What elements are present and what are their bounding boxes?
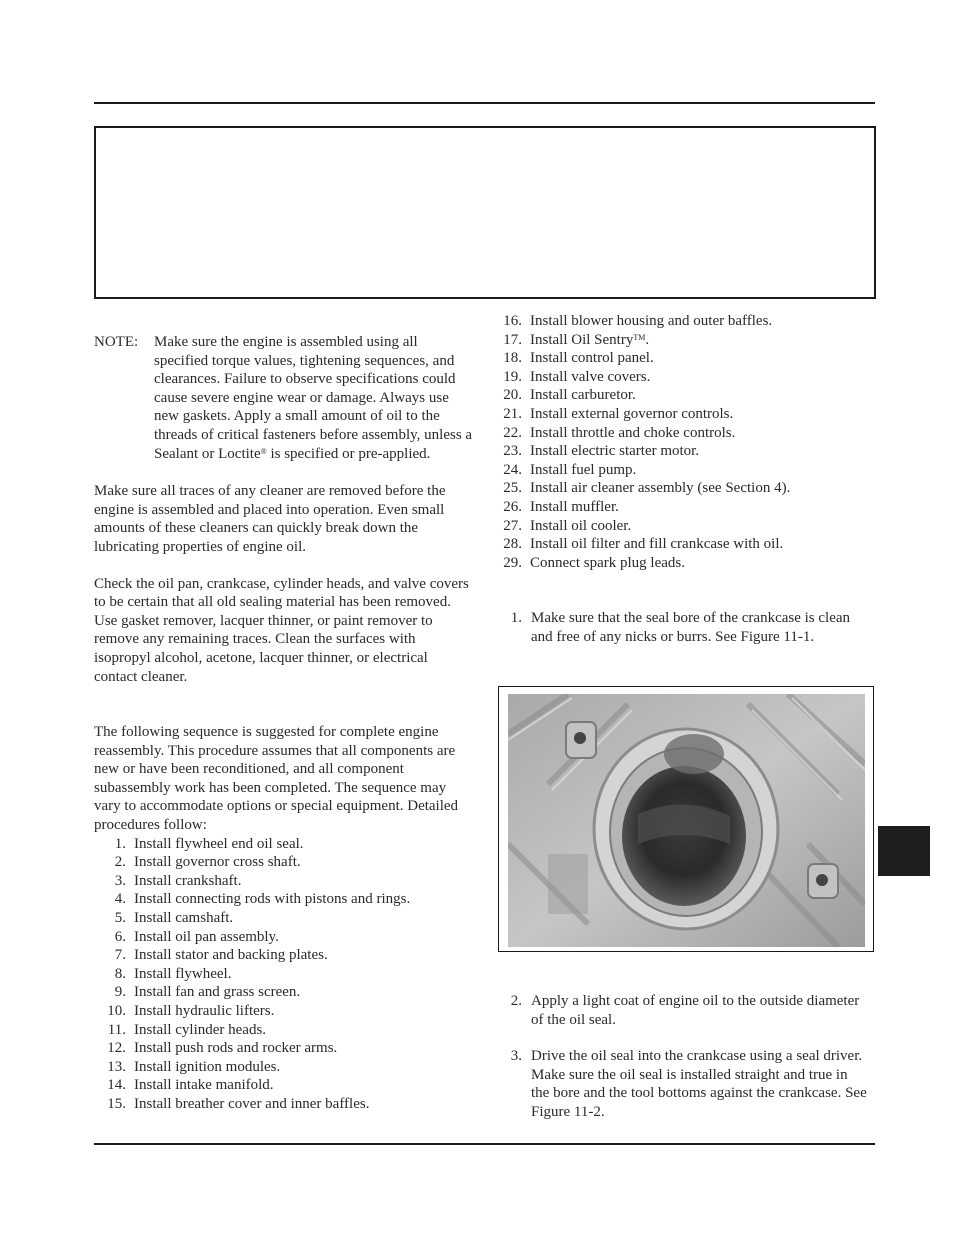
list-item: 8. Install flywheel. [114,965,232,982]
list-item: 2. Install governor cross shaft. [114,854,301,871]
sequence-paragraph: The following sequence is suggested for complete engine reassembly. This procedure assumes that all components are new or have been reconditioned, and all component subassembly work has been completed. The sequence may vary to accommodate options or special equipment. Detailed procedures follow: [94,724,459,834]
section-tab [878,826,930,876]
list-item: 4. Install connecting rods with pistons and rings. [114,891,411,908]
list-item: 1. Install flywheel end oil seal. [114,835,304,852]
list-item: 26. Install muffler. [503,498,619,515]
registered-mark: ® [260,446,267,456]
surfaces-paragraph: Check the oil pan, crankcase, cylinder heads, and valve covers to be certain that all old sealing material has been removed. Use gasket remover, lacquer thinner, or paint remover to remove any remaining traces. Clean the surfaces with isopropyl alcohol, acetone, lacquer thinner, or electrical contact cleaner. [94,575,469,685]
list-item: 9. Install fan and grass screen. [114,984,301,1001]
note-label: NOTE: [94,334,139,350]
list-item: 23. Install electric starter motor. [503,443,700,460]
list-item: 27. Install oil cooler. [503,517,632,534]
seal-step-3: 3. Drive the oil seal into the crankcase using a seal driver. Make sure the oil seal is installed straight and true in the bore and the tool bottoms against the crankcase. See Figure 11-2. [510,1048,867,1120]
cleaner-paragraph: Make sure all traces of any cleaner are removed before the engine is assembled and placed into operation. Even small amounts of these cleaners can quickly break down the lubricating properties of engine oil. [94,483,446,555]
list-item: 18. Install control panel. [503,350,654,367]
list-item: 24. Install fuel pump. [503,461,637,478]
list-item: 11. Install cylinder heads. [107,1021,267,1038]
list-item: 22. Install throttle and choke controls. [503,424,736,441]
figure-11-1-frame [498,686,874,952]
right-column [498,312,876,647]
left-column [94,333,474,1114]
list-item: 19. Install valve covers. [503,368,651,385]
sequence-list-left [94,835,474,1114]
list-item: 28. Install oil filter and fill crankcase with oil. [503,536,784,553]
list-item: 5. Install camshaft. [114,910,234,927]
note-text: Make sure the engine is assembled using all specified torque values, tightening sequences, and clearances. Failure to observe specifications could cause severe engine wear or damage. Always use new gaskets. Apply a small amount of oil to the threads of critical fasteners before assembly, unless a Sealant or Loctite® is specified or pre-applied. [154,334,473,462]
list-item: 6. Install oil pan assembly. [114,928,279,945]
list-item: 14. Install intake manifold. [107,1077,274,1094]
list-item: 29. Connect spark plug leads. [503,554,685,571]
list-item: 3. Install crankshaft. [114,872,242,889]
list-item: 25. Install air cleaner assembly (see Section 4). [503,480,791,497]
list-item: 20. Install carburetor. [503,387,636,404]
list-item: 10. Install hydraulic lifters. [107,1003,275,1019]
note-block [94,333,474,463]
trademark-mark: TM [633,332,646,342]
crankcase-seal-bore-photo [508,694,865,947]
list-item: 16. Install blower housing and outer baffles. [503,313,773,329]
seal-step-1: 1. Make sure that the seal bore of the crankcase is clean and free of any nicks or burrs. See Figure 11-1. [510,610,851,645]
notice-box [94,126,876,299]
list-item: 12. Install push rods and rocker arms. [107,1040,338,1057]
list-item: 13. Install ignition modules. [107,1058,281,1075]
footer-rule [94,1143,875,1145]
list-item: 7. Install stator and backing plates. [114,947,328,964]
header-rule [94,102,875,104]
list-item: 15. Install breather cover and inner baffles. [107,1095,370,1112]
sequence-list-right [498,312,876,572]
list-item: 21. Install external governor controls. [503,405,734,422]
seal-steps-lower [498,992,876,1122]
list-item: 17. Install Oil Sentry™. [503,331,650,348]
seal-step-2: 2. Apply a light coat of engine oil to the outside diameter of the oil seal. [510,993,860,1028]
